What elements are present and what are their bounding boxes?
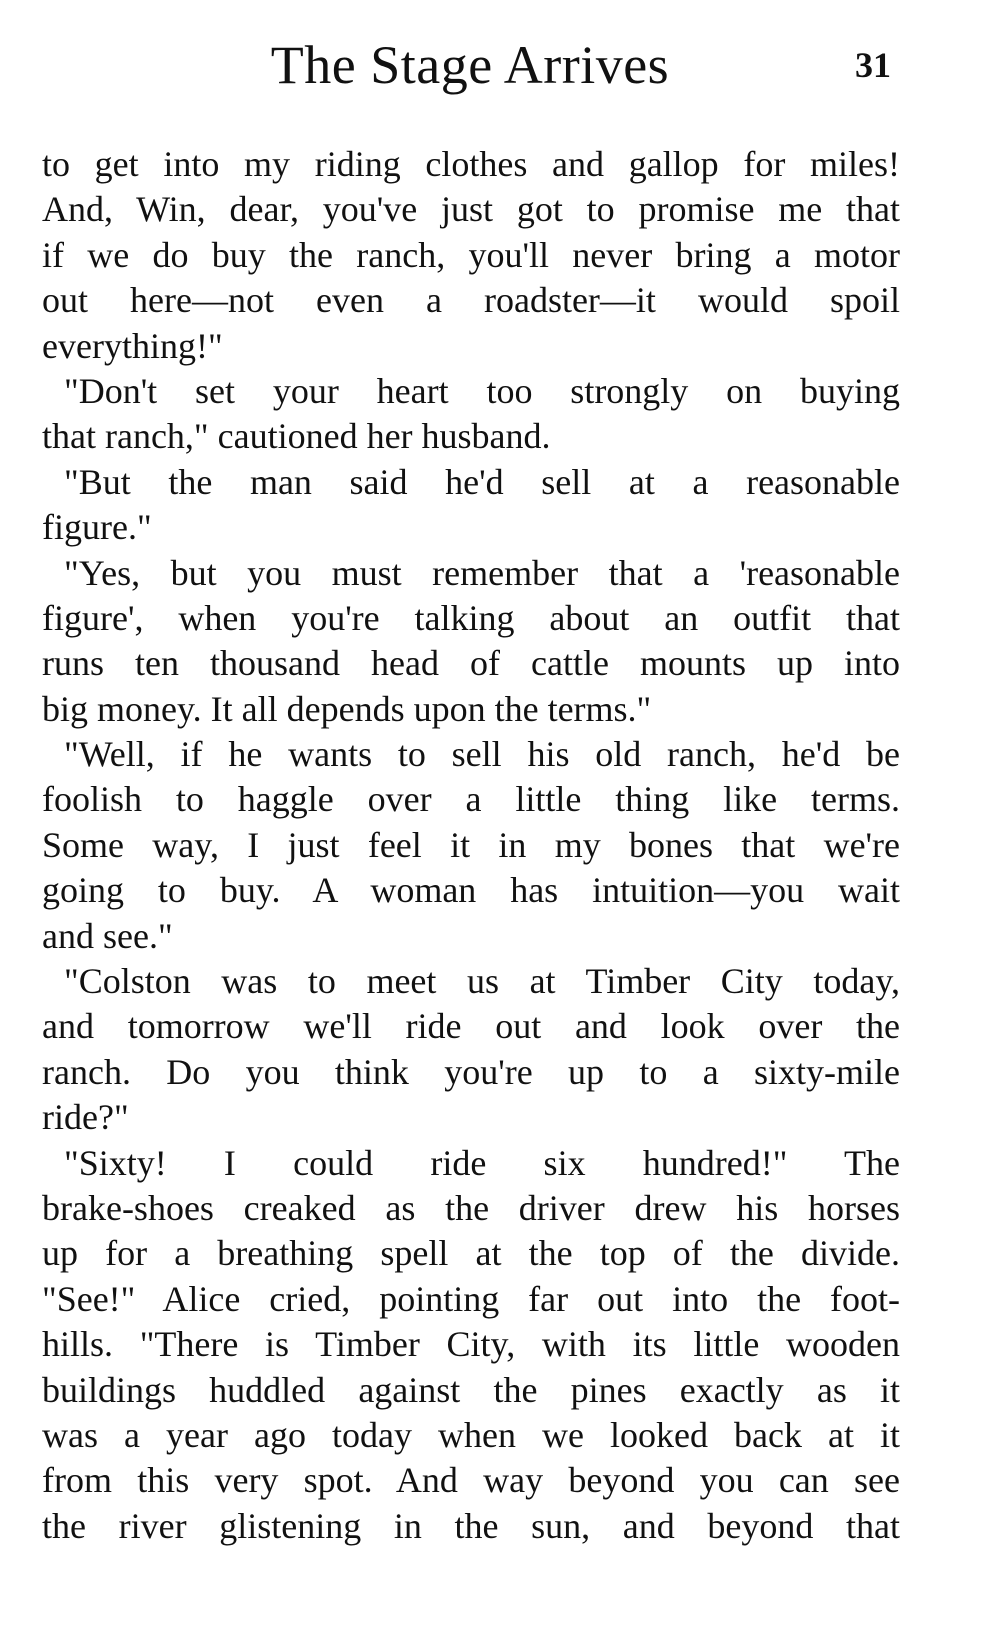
text-line: out here—not even a roadster—it would spoil [42, 280, 900, 321]
text-line: that ranch," cautioned her husband. [42, 416, 551, 457]
text-line: "Don't set your heart too strongly on buying [64, 370, 900, 411]
text-line: brake-shoes creaked as the driver drew his horses [42, 1187, 900, 1228]
text-line: buildings huddled against the pines exactly as it [42, 1369, 900, 1410]
text-line: everything!" [42, 325, 223, 366]
text-line: and tomorrow we'll ride out and look over the [42, 1006, 900, 1047]
text-line: up for a breathing spell at the top of the divide. [42, 1233, 900, 1274]
text-line: ranch. Do you think you're up to a sixty-mile [42, 1051, 900, 1092]
text-line: foolish to haggle over a little thing like terms. [42, 779, 900, 820]
text-line: big money. It all depends upon the terms." [42, 688, 652, 729]
running-head [0, 30, 1000, 100]
text-line: figure', when you're talking about an outfit that [42, 597, 900, 638]
page-number: 31 [855, 45, 891, 85]
text-line: if we do buy the ranch, you'll never bring a motor [42, 234, 900, 275]
text-line: "Well, if he wants to sell his old ranch, he'd be [64, 734, 900, 775]
text-line: And, Win, dear, you've just got to promise me that [42, 189, 900, 230]
text-line: "Sixty! I could ride six hundred!" The [64, 1142, 900, 1183]
chapter-title: The Stage Arrives [270, 35, 670, 95]
text-line: from this very spot. And way beyond you can see [42, 1460, 900, 1501]
body-text [42, 142, 900, 1549]
text-line: and see." [42, 915, 173, 956]
text-line: "Colston was to meet us at Timber City today, [64, 961, 900, 1002]
text-line: going to buy. A woman has intuition—you wait [42, 870, 900, 911]
text-line: to get into my riding clothes and gallop for miles! [42, 144, 900, 184]
text-line: figure." [42, 507, 152, 548]
text-line: Some way, I just feel it in my bones that we're [42, 824, 900, 865]
text-line: "See!" Alice cried, pointing far out into the foot- [42, 1278, 900, 1319]
text-line: runs ten thousand head of cattle mounts up into [42, 643, 900, 684]
text-line: hills. "There is Timber City, with its little wooden [42, 1324, 900, 1365]
text-line: "But the man said he'd sell at a reasonable [64, 461, 900, 502]
text-line: "Yes, but you must remember that a 'reasonable [64, 552, 900, 593]
text-line: ride?" [42, 1097, 129, 1138]
text-line: was a year ago today when we looked back at it [42, 1414, 900, 1455]
text-line: the river glistening in the sun, and beyond that [42, 1505, 900, 1546]
